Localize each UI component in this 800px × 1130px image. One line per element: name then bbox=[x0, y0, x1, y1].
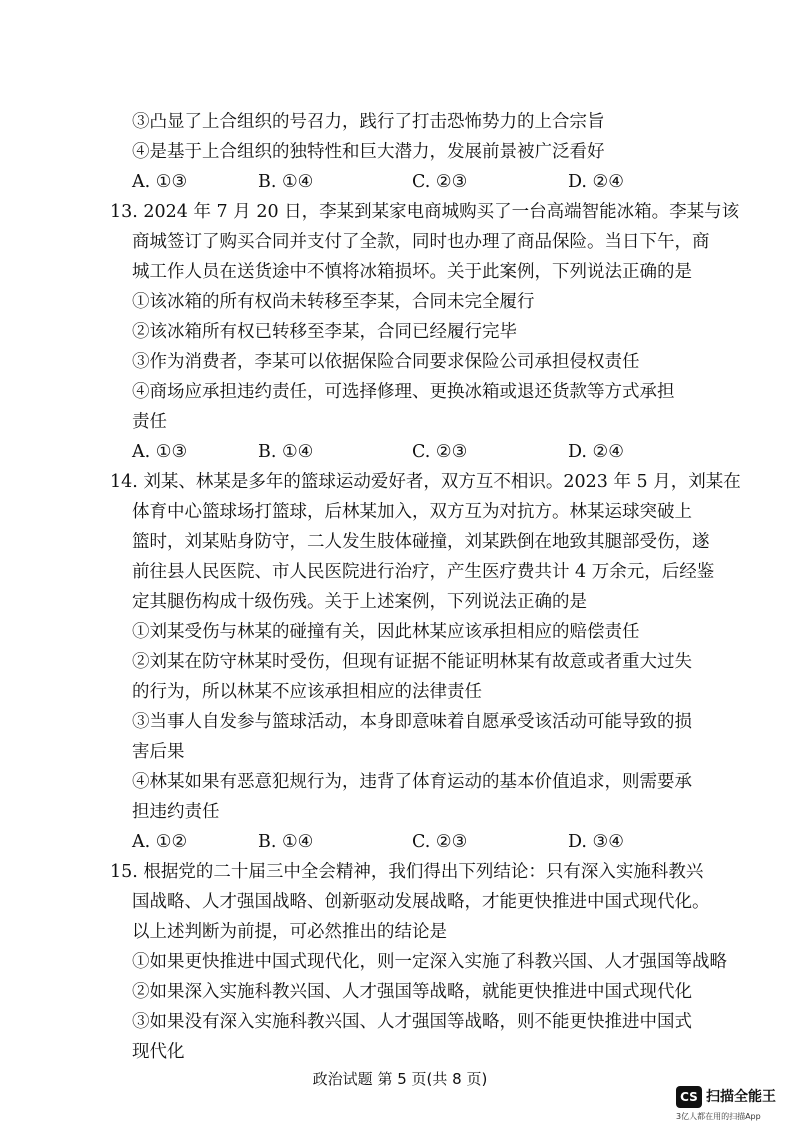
q15-statement-3-cont: 现代化 bbox=[132, 1042, 185, 1062]
q13-statement-2: ②该冰箱所有权已转移至李某，合同已经履行完毕 bbox=[132, 322, 517, 342]
carryover-statement-4: ④是基于上合组织的独特性和巨大潜力，发展前景被广泛看好 bbox=[132, 142, 605, 162]
carryover-options bbox=[132, 167, 692, 197]
watermark-app-name: 扫描全能王 bbox=[706, 1089, 776, 1105]
q15-statement-3: ③如果没有深入实施科教兴国、人才强国等战略，则不能更快推进中国式 bbox=[132, 1012, 692, 1032]
q14-statement-1: ①刘某受伤与林某的碰撞有关，因此林某应该承担相应的赔偿责任 bbox=[132, 622, 640, 642]
q14-statement-2: ②刘某在防守林某时受伤，但现有证据不能证明林某有故意或者重大过失 bbox=[132, 652, 692, 672]
q14-stem-line-4: 前往县人民医院、市人民医院进行治疗，产生医疗费共计 4 万余元，后经鉴 bbox=[132, 562, 715, 582]
option-a: A. ①② bbox=[132, 832, 188, 852]
q14-statement-2-cont: 的行为，所以林某不应该承担相应的法律责任 bbox=[132, 682, 482, 702]
watermark-tagline: 3亿人都在用的扫描App bbox=[676, 1112, 761, 1121]
q15-statement-1: ①如果更快推进中国式现代化，则一定深入实施了科教兴国、人才强国等战略 bbox=[132, 952, 727, 972]
q14-statement-4-cont: 担违约责任 bbox=[132, 802, 220, 822]
q13-options bbox=[132, 437, 692, 467]
q14-stem-line-3: 篮时，刘某贴身防守，二人发生肢体碰撞，刘某跌倒在地致其腿部受伤，遂 bbox=[132, 532, 710, 552]
page-footer: 政治试题 第 5 页(共 8 页) bbox=[312, 1070, 488, 1088]
q14-stem-line-2: 体育中心篮球场打篮球，后林某加入，双方互为对抗方。林某运球突破上 bbox=[132, 502, 692, 522]
option-c: C. ②③ bbox=[412, 172, 468, 192]
option-a: A. ①③ bbox=[132, 172, 188, 192]
option-c: C. ②③ bbox=[412, 442, 468, 462]
q14-statement-4: ④林某如果有恶意犯规行为，违背了体育运动的基本价值追求，则需要承 bbox=[132, 772, 692, 792]
q14-options bbox=[132, 827, 692, 857]
option-d: D. ③④ bbox=[568, 832, 624, 852]
option-b: B. ①④ bbox=[258, 172, 314, 192]
q13-stem-line-1: 13. 2024 年 7 月 20 日，李某到某家电商城购买了一台高端智能冰箱。李某与该 bbox=[110, 202, 740, 222]
q15-stem-line-1: 15. 根据党的二十届三中全会精神，我们得出下列结论：只有深入实施科教兴 bbox=[110, 862, 704, 882]
camscanner-logo-icon: CS bbox=[676, 1086, 702, 1108]
q13-statement-4-cont: 责任 bbox=[132, 412, 167, 432]
q13-stem-line-3: 城工作人员在送货途中不慎将冰箱损坏。关于此案例，下列说法正确的是 bbox=[132, 262, 692, 282]
q15-stem-line-3: 以上述判断为前提，可必然推出的结论是 bbox=[132, 922, 447, 942]
q13-statement-3: ③作为消费者，李某可以依据保险合同要求保险公司承担侵权责任 bbox=[132, 352, 640, 372]
q15-statement-2: ②如果深入实施科教兴国、人才强国等战略，就能更快推进中国式现代化 bbox=[132, 982, 692, 1002]
q15-stem-line-2: 国战略、人才强国战略、创新驱动发展战略，才能更快推进中国式现代化。 bbox=[132, 892, 710, 912]
q13-statement-4: ④商场应承担违约责任，可选择修理、更换冰箱或退还货款等方式承担 bbox=[132, 382, 675, 402]
q14-stem-line-5: 定其腿伤构成十级伤残。关于上述案例，下列说法正确的是 bbox=[132, 592, 587, 612]
option-b: B. ①④ bbox=[258, 442, 314, 462]
scanner-watermark bbox=[676, 1084, 788, 1126]
q13-stem-line-2: 商城签订了购买合同并支付了全款，同时也办理了商品保险。当日下午，商 bbox=[132, 232, 710, 252]
q14-stem-line-1: 14. 刘某、林某是多年的篮球运动爱好者，双方互不相识。2023 年 5 月，刘某在 bbox=[110, 472, 741, 492]
option-b: B. ①④ bbox=[258, 832, 314, 852]
option-c: C. ②③ bbox=[412, 832, 468, 852]
q14-statement-3: ③当事人自发参与篮球活动，本身即意味着自愿承受该活动可能导致的损 bbox=[132, 712, 692, 732]
option-d: D. ②④ bbox=[568, 172, 624, 192]
q14-statement-3-cont: 害后果 bbox=[132, 742, 185, 762]
option-a: A. ①③ bbox=[132, 442, 188, 462]
option-d: D. ②④ bbox=[568, 442, 624, 462]
carryover-statement-3: ③凸显了上合组织的号召力，践行了打击恐怖势力的上合宗旨 bbox=[132, 112, 605, 132]
q13-statement-1: ①该冰箱的所有权尚未转移至李某，合同未完全履行 bbox=[132, 292, 535, 312]
